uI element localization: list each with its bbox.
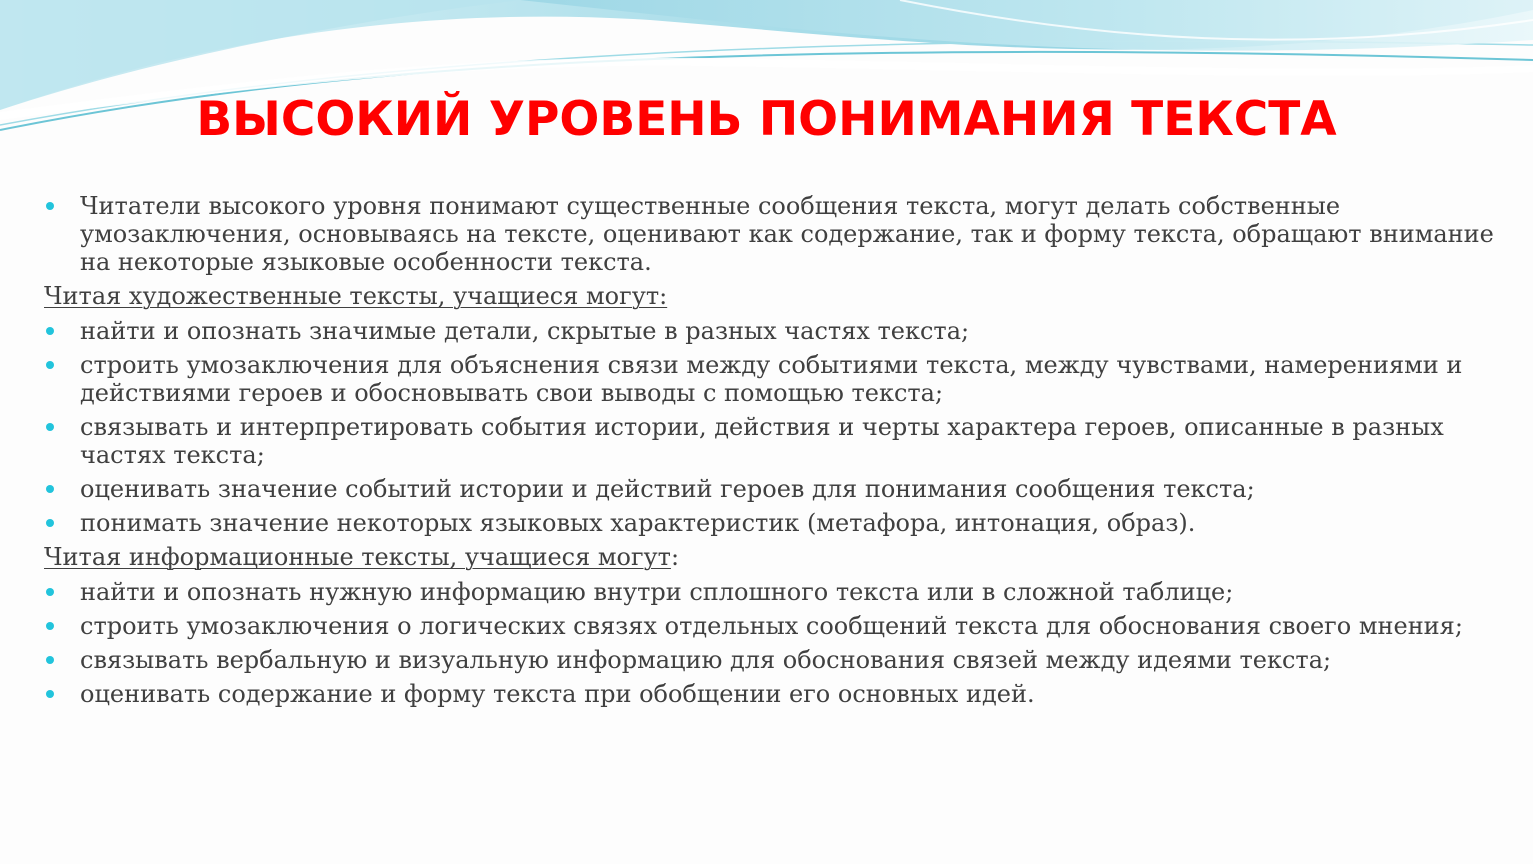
list-item <box>44 413 1514 469</box>
list-item <box>44 475 1514 503</box>
list-item-text: связывать и интерпретировать события истории, действия и черты характера героев, описанные в разных частях текста; <box>80 413 1444 469</box>
list-item-text: найти и опознать нужную информацию внутри сплошного текста или в сложной таблице; <box>80 578 1234 606</box>
bullet-dot-icon <box>46 485 54 493</box>
section-heading-literary <box>44 282 1514 310</box>
list-item <box>44 646 1514 674</box>
bullet-dot-icon <box>46 690 54 698</box>
list-item-text: связывать вербальную и визуальную информацию для обоснования связей между идеями текста; <box>80 646 1332 674</box>
list-item <box>44 578 1514 606</box>
list-item-text: оценивать содержание и форму текста при обобщении его основных идей. <box>80 680 1035 708</box>
list-item-text: понимать значение некоторых языковых характеристик (метафора, интонация, образ). <box>80 509 1196 537</box>
list-item-text: строить умозаключения о логических связях отдельных сообщений текста для обоснования своего мнения; <box>80 612 1463 640</box>
list-item <box>44 317 1514 345</box>
list-item <box>44 351 1514 407</box>
section-heading-info-suffix: : <box>670 543 680 571</box>
slide-content <box>44 192 1514 714</box>
bullet-dot-icon <box>46 327 54 335</box>
bullet-dot-icon <box>46 588 54 596</box>
list-item-text: найти и опознать значимые детали, скрытые в разных частях текста; <box>80 317 970 345</box>
intro-bullet <box>44 192 1514 276</box>
bullet-dot-icon <box>46 519 54 527</box>
section-heading-literary-text: Читая художественные тексты, учащиеся могут: <box>44 282 668 310</box>
list-item <box>44 509 1514 537</box>
section-heading-info <box>44 543 1514 571</box>
bullet-dot-icon <box>46 656 54 664</box>
bullet-dot-icon <box>46 423 54 431</box>
list-item-text: оценивать значение событий истории и действий героев для понимания сообщения текста; <box>80 475 1255 503</box>
bullet-dot-icon <box>46 361 54 369</box>
intro-text: Читатели высокого уровня понимают существенные сообщения текста, могут делать собственные умозаключения, основываясь на тексте, оценивают как содержание, так и форму текста, обращают внимание на некоторые языковые особенности текста. <box>80 192 1494 276</box>
page-title: ВЫСОКИЙ УРОВЕНЬ ПОНИМАНИЯ ТЕКСТА <box>196 92 1337 147</box>
list-item <box>44 680 1514 708</box>
list-item-text: строить умозаключения для объяснения связи между событиями текста, между чувствами, намерениями и действиями героев и обосновывать свои выводы с помощью текста; <box>80 351 1463 407</box>
bullet-dot-icon <box>46 202 54 210</box>
bullet-dot-icon <box>46 622 54 630</box>
list-item <box>44 612 1514 640</box>
section-heading-info-text: Читая информационные тексты, учащиеся могут <box>44 543 671 571</box>
